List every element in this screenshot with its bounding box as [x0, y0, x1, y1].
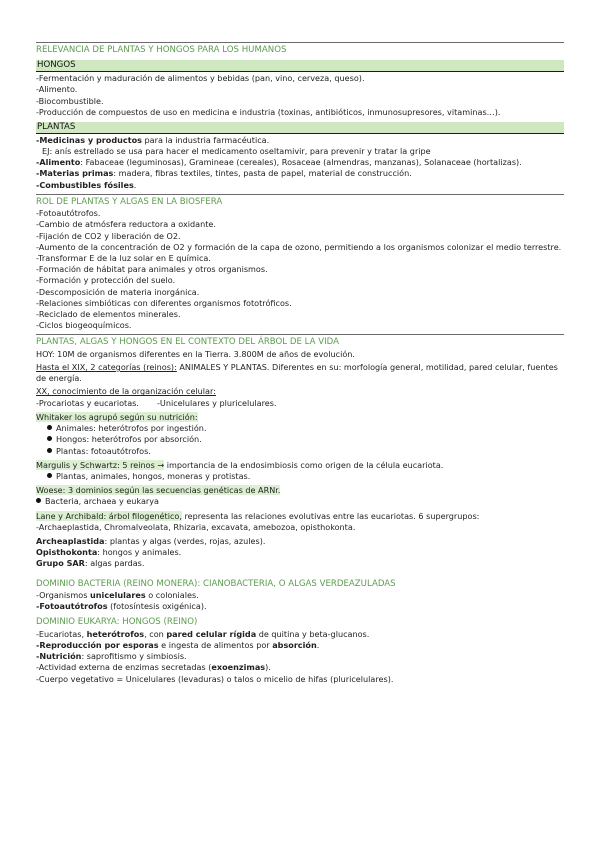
list-item: -Alimento. — [36, 84, 78, 95]
list-item: -Materias primas: madera, fibras textiles, tintes, pasta de papel, material de construcción. — [36, 168, 412, 179]
bullet-icon — [47, 436, 52, 441]
heading-plantas: PLANTAS — [36, 122, 564, 134]
list-item: -Fermentación y maduración de alimentos y bebidas (pan, vino, cerveza, queso). — [36, 73, 365, 84]
heading-hongos: HONGOS — [36, 60, 564, 72]
list-item: -Fotoautótrofos. — [36, 208, 101, 219]
list-item: -Cambio de atmósfera reductora a oxidante. — [36, 219, 216, 230]
list-item: -Procariotas y eucariotas. -Unicelulares y pluricelulares. — [36, 397, 277, 408]
list-item: -Archaeplastida, Chromalveolata, Rhizaria, excavata, amebozoa, opisthokonta. — [36, 521, 356, 532]
divider — [36, 42, 564, 43]
list-item: -Formación y protección del suelo. — [36, 275, 176, 286]
example-line: EJ: anís estrellado se usa para hacer el medicamento oseltamivir, para prevenir y tratar la gripe — [42, 146, 431, 157]
list-item: -Alimento: Fabaceae (leguminosas), Gramineae (cereales), Rosaceae (almendras, manzanas), Solanaceae (hortalizas). — [36, 157, 522, 168]
bullet-icon — [47, 425, 52, 430]
paragraph-margulis: Margulis y Schwartz: 5 reinos → importancia de la endosimbiosis como origen de la célula eucariota. — [36, 459, 444, 470]
list-item: Bacteria, archaea y eukarya — [36, 496, 564, 507]
bullet-icon — [47, 473, 52, 478]
list-item: -Reproducción por esporas e ingesta de alimentos por absorción. — [36, 639, 320, 650]
list-item: -Relaciones simbióticas con diferentes organismos fototróficos. — [36, 297, 292, 308]
list-item: Animales: heterótrofos por ingestión. — [36, 423, 564, 434]
list-item: -Organismos unicelulares o coloniales. — [36, 589, 199, 600]
list-item: -Eucariotas, heterótrofos, con pared celular rígida de quitina y beta-glucanos. — [36, 628, 370, 639]
list-item: -Producción de compuestos de uso en medicina e industria (toxinas, antibióticos, inmunosupresores, vitaminas…). — [36, 106, 501, 117]
heading-whitaker: Whitaker los agrupó según su nutrición: — [36, 411, 198, 422]
section-title-eukarya: DOMINIO EUKARYA: HONGOS (REINO) — [36, 617, 198, 628]
list-item: -Descomposición de materia inorgánica. — [36, 286, 200, 297]
paragraph-hoy: HOY: 10M de organismos diferentes en la Tierra. 3.800M de años de evolución. — [36, 348, 355, 359]
list-item: -Cuerpo vegetativo = Unicelulares (levaduras) o talos o micelio de hifas (pluricelulares). — [36, 673, 394, 684]
list-item: -Fijación de CO2 y liberación de O2. — [36, 230, 181, 241]
list-item: -Aumento de la concentración de O2 y formación de la capa de ozono, permitiendo a los organismos colonizar el medio terrestre. — [36, 241, 562, 252]
section-title-arbol: PLANTAS, ALGAS Y HONGOS EN EL CONTEXTO DEL ÁRBOL DE LA VIDA — [36, 337, 339, 348]
paragraph-xx: XX, conocimiento de la organización celular: — [36, 386, 216, 397]
bullet-icon — [36, 498, 41, 503]
heading-woese: Woese: 3 dominios según las secuencias genéticas de ARNr. — [36, 485, 281, 496]
list-item: -Medicinas y productos para la industria farmacéutica. — [36, 134, 270, 145]
paragraph-xix: Hasta el XIX, 2 categorías (reinos): ANIMALES Y PLANTAS. Diferentes en su: morfología general, motilidad, pared celular, fuentes de energía. — [36, 362, 558, 384]
list-item: Hongos: heterótrofos por absorción. — [36, 434, 564, 445]
divider — [36, 334, 564, 335]
section-title-bacteria: DOMINIO BACTERIA (REINO MONERA): CIANOBACTERIA, O ALGAS VERDEAZULADAS — [36, 578, 396, 589]
section-title-relevancia: RELEVANCIA DE PLANTAS Y HONGOS PARA LOS HUMANOS — [36, 45, 287, 55]
list-item: -Ciclos biogeoquímicos. — [36, 320, 132, 331]
list-item: -Fotoautótrofos (fotosíntesis oxigénica). — [36, 601, 207, 612]
section-title-rol: ROL DE PLANTAS Y ALGAS EN LA BIOSFERA — [36, 196, 223, 207]
list-item: -Transformar E de la luz solar en E química. — [36, 253, 211, 264]
definition-line: Opisthokonta: hongos y animales. — [36, 547, 182, 558]
definition-line: Grupo SAR: algas pardas. — [36, 558, 145, 569]
bullet-icon — [47, 448, 52, 453]
list-item: -Actividad externa de enzimas secretadas (exoenzimas). — [36, 662, 271, 673]
list-item: -Nutrición: saprofitismo y simbiosis. — [36, 651, 187, 662]
paragraph-lane: Lane y Archibald: árbol filogenético, representa las relaciones evolutivas entre las eucariotas. 6 supergrupos: — [36, 510, 480, 521]
list-item: -Biocombustible. — [36, 95, 104, 106]
list-item: -Reciclado de elementos minerales. — [36, 309, 181, 320]
list-item: Plantas, animales, hongos, moneras y protistas. — [36, 471, 564, 482]
list-item: Plantas: fotoautótrofos. — [36, 446, 564, 457]
divider — [36, 194, 564, 195]
list-item: -Formación de hábitat para animales y otros organismos. — [36, 264, 268, 275]
list-item: -Combustibles fósiles. — [36, 179, 137, 190]
definition-line: Archeaplastida: plantas y algas (verdes, rojas, azules). — [36, 535, 266, 546]
